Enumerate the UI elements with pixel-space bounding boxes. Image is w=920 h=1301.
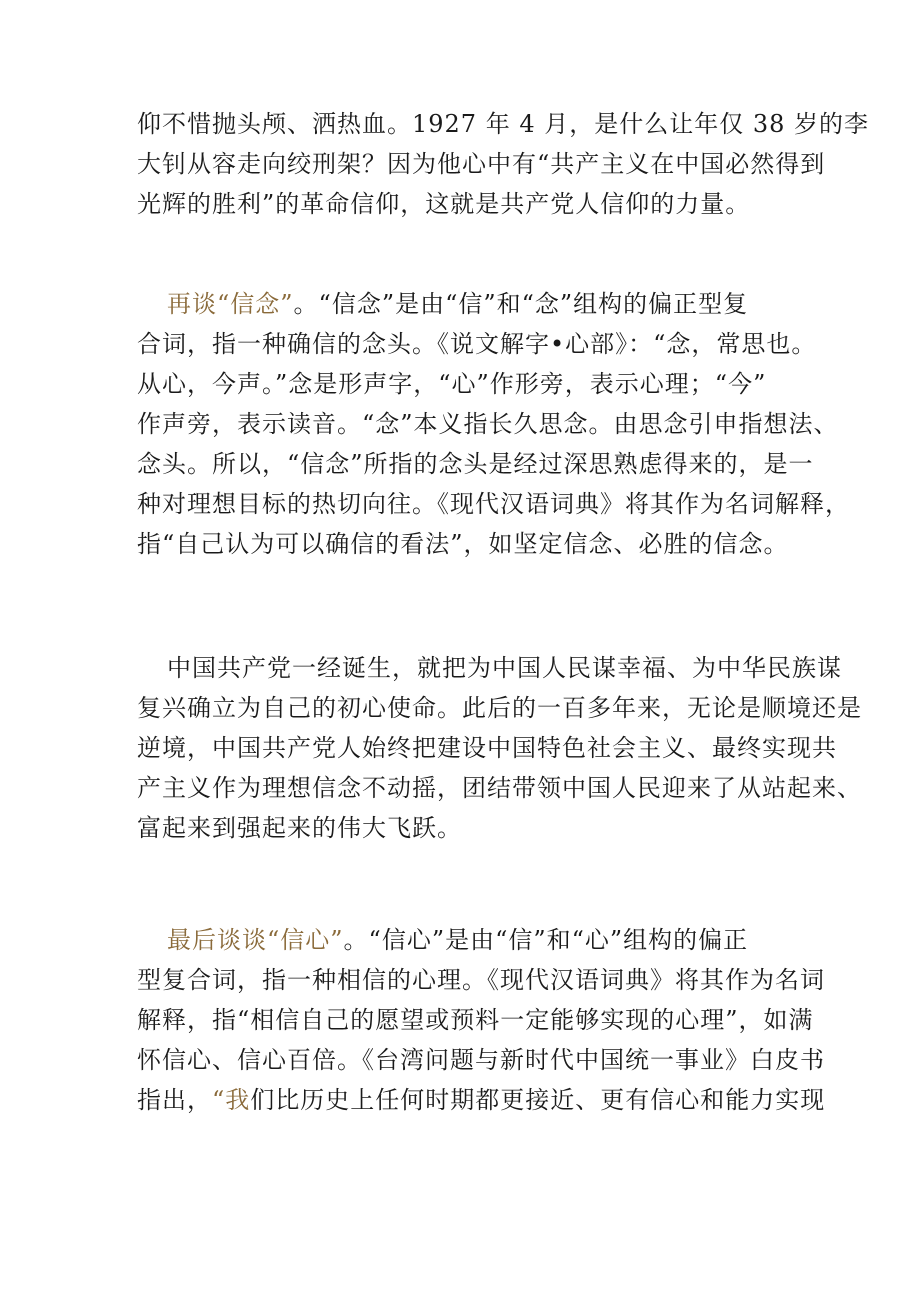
text-run: 指出，	[137, 1086, 212, 1114]
paragraph-2	[137, 284, 850, 564]
text-line: 作声旁，表示读音。“念”本义指长久思念。由思念引申指想法、	[137, 410, 839, 438]
text-line: 大钊从容走向绞刑架？因为他心中有“共产主义在中国必然得到	[137, 150, 826, 178]
text-line: 产主义作为理想信念不动摇，团结带领中国人民迎来了从站起来、	[137, 774, 862, 802]
text-line: 复兴确立为自己的初心使命。此后的一百多年来，无论是顺境还是	[137, 694, 862, 722]
text-line-last	[137, 1080, 826, 1120]
text-line: 指“自己认为可以确信的看法”，如坚定信念、必胜的信念。	[137, 530, 789, 558]
text-run: 。“信念”是由“信”和“念”组构的偏正型复	[293, 290, 749, 318]
text-line: 种对理想目标的热切向往。《现代汉语词典》将其作为名词解释，	[137, 490, 850, 518]
text-line: 富起来到强起来的伟大飞跃。	[137, 814, 462, 842]
text-line: 念头。所以，“信念”所指的念头是经过深思熟虑得来的，是一	[137, 450, 814, 478]
paragraph-1	[137, 104, 870, 224]
section-heading-xinnian: 再谈“信念”	[167, 290, 294, 318]
text-line: 怀信心、信心百倍。《台湾问题与新时代中国统一事业》白皮书	[137, 1046, 825, 1074]
text-run: 。“信心”是由“信”和“心”组构的偏正	[343, 926, 749, 954]
text-line-first	[137, 284, 797, 324]
text-line: 型复合词，指一种相信的心理。《现代汉语词典》将其作为名词	[137, 966, 825, 994]
text-line: 仰不惜抛头颅、洒热血。1927 年 4 月，是什么让年仅 38 岁的李	[137, 110, 870, 138]
text-run: 们比历史上任何时期都更接近、更有信心和能力实现	[250, 1086, 826, 1114]
text-line: 解释，指“相信自己的愿望或预料一定能够实现的心理”，如满	[137, 1006, 814, 1034]
quote-accent: “我	[212, 1086, 251, 1114]
paragraph-3	[137, 648, 862, 848]
text-line: 逆境，中国共产党人始终把建设中国特色社会主义、最终实现共	[137, 734, 837, 762]
text-line: 从心，今声。”念是形声字，“心”作形旁，表示心理；“今”	[137, 370, 767, 398]
section-heading-xinxin: 最后谈谈“信心”	[167, 926, 344, 954]
paragraph-4	[137, 920, 826, 1120]
text-line: 合词，指一种确信的念头。《说文解字•心部》：“念，常思也。	[137, 330, 817, 358]
text-line-first: 中国共产党一经诞生，就把为中国人民谋幸福、为中华民族谋	[167, 654, 842, 682]
text-line-first	[137, 920, 797, 960]
text-line: 光辉的胜利”的革命信仰，这就是共产党人信仰的力量。	[137, 190, 751, 218]
